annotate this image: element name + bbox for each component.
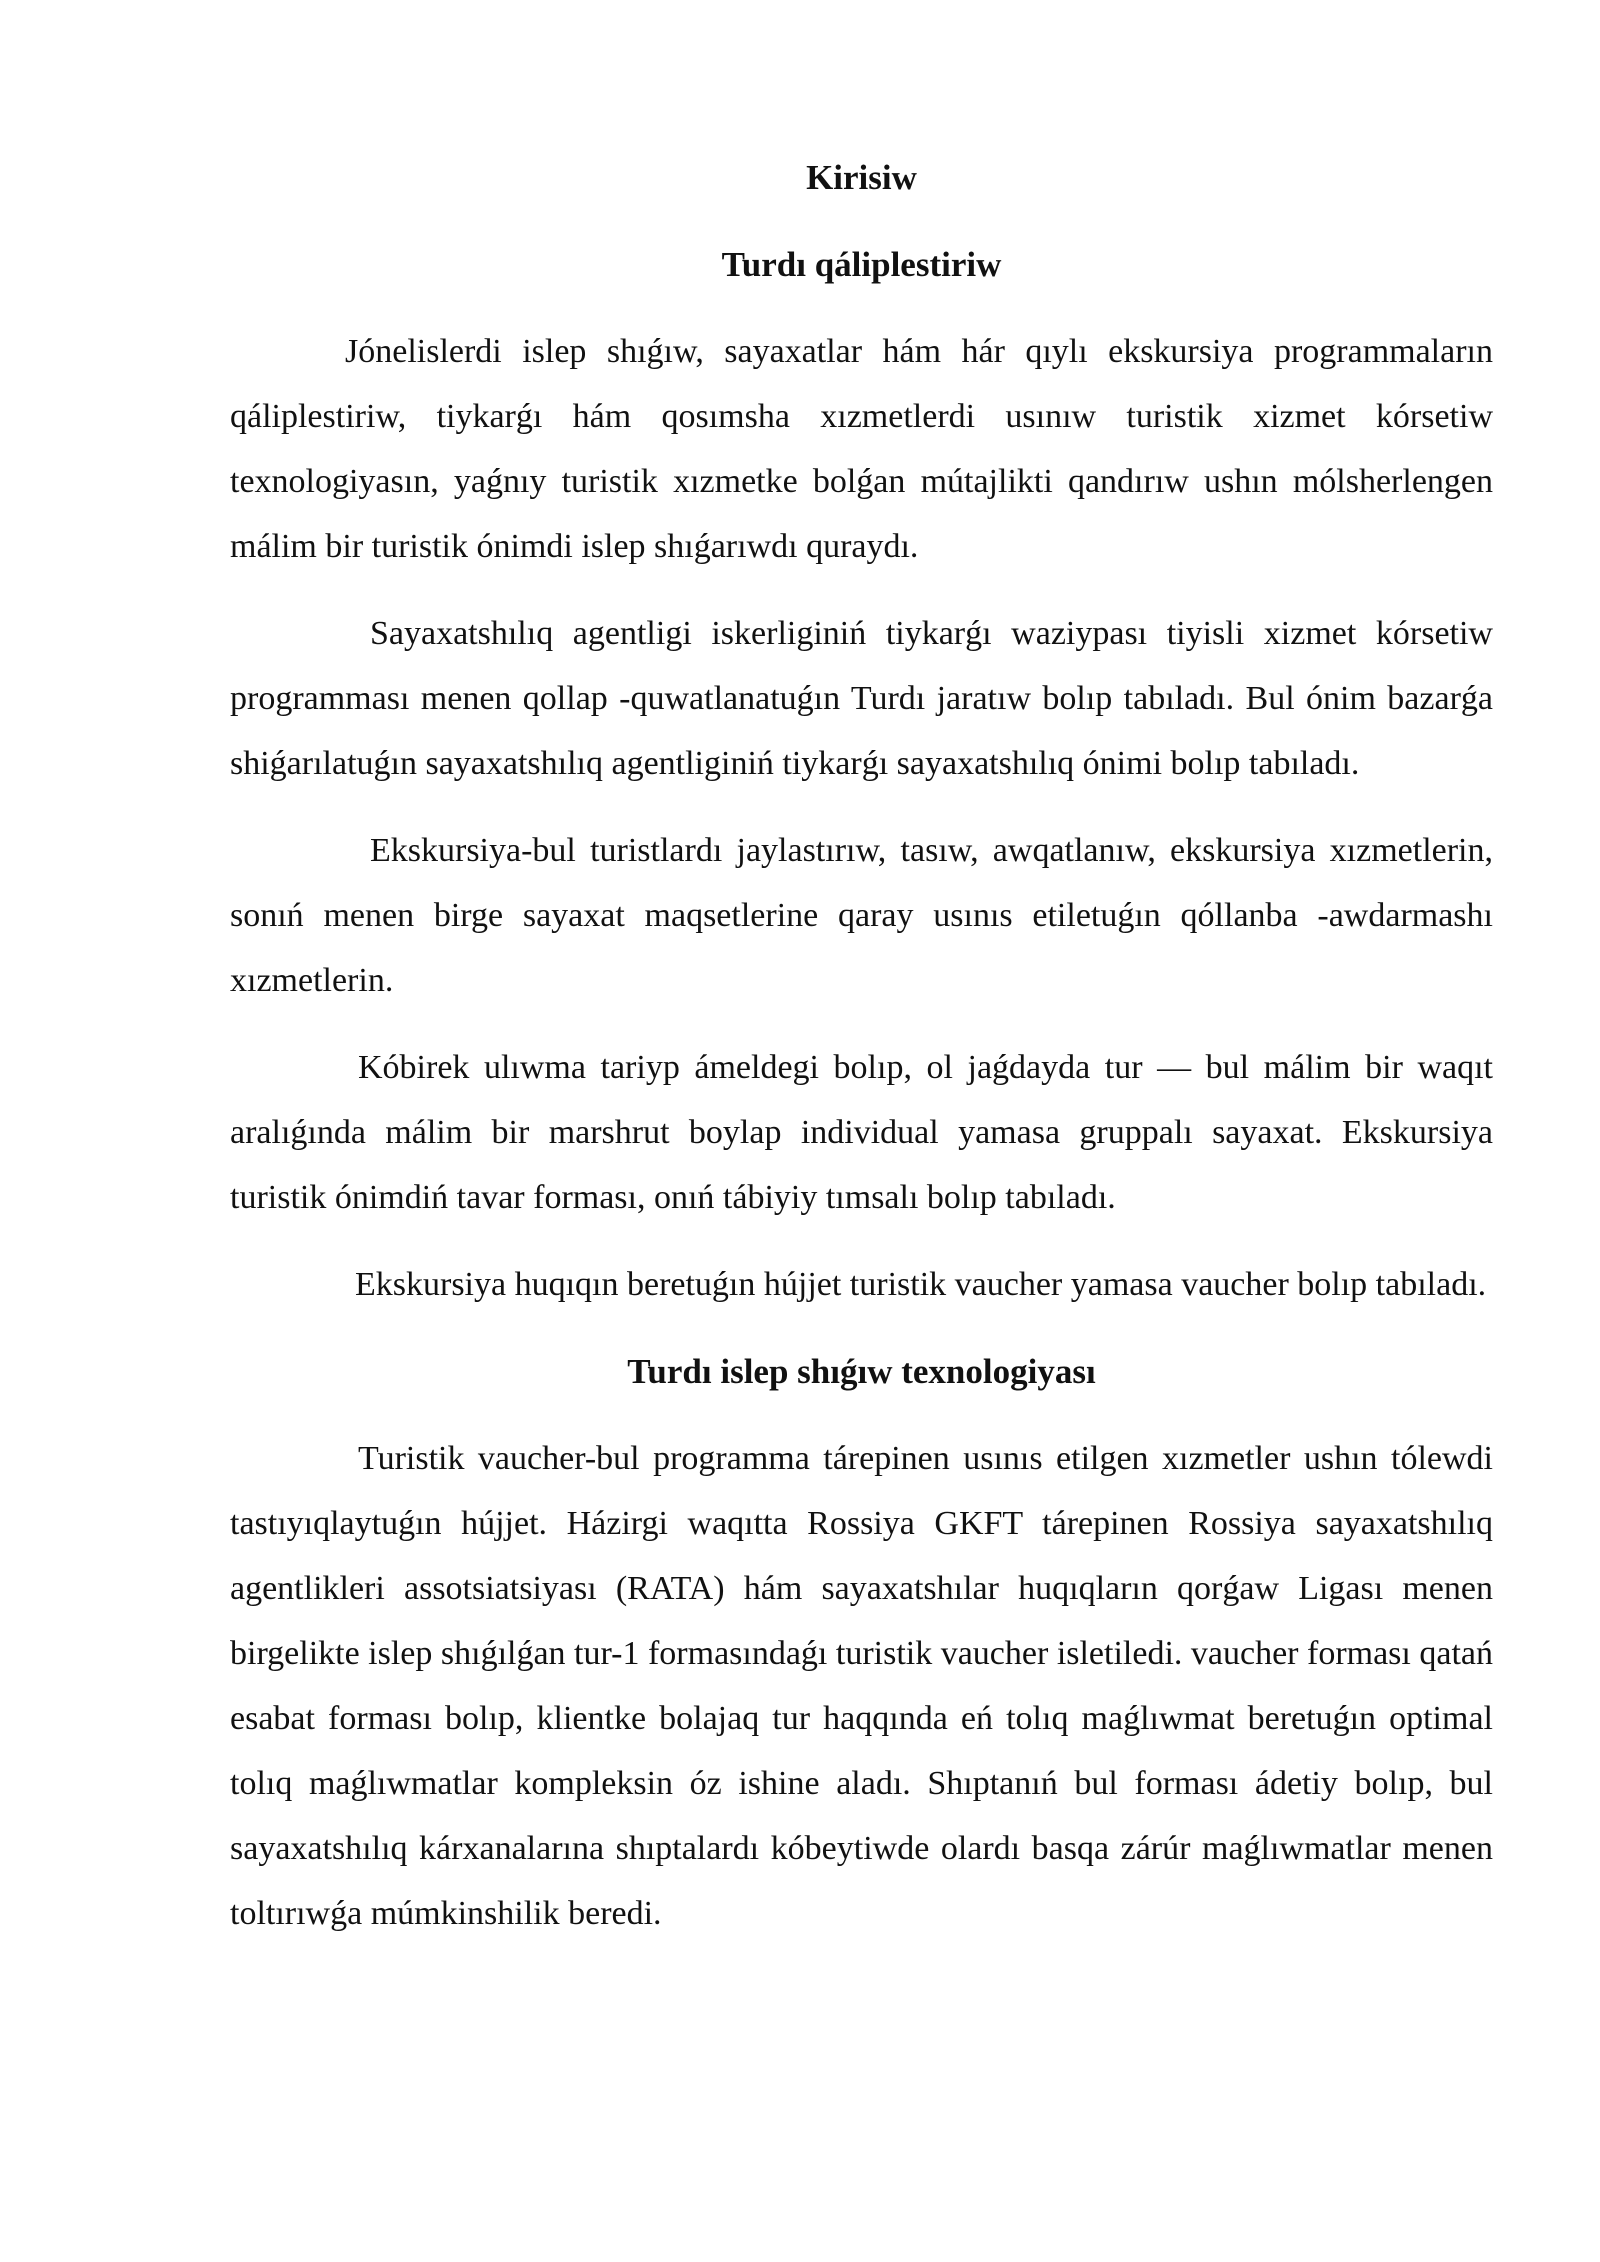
paragraph: Ekskursiya huqıqın beretuǵın hújjet turistik vaucher yamasa vaucher bolıp tabıladı. — [355, 1266, 1487, 1303]
paragraph: Kóbirek ulıwma tariyp ámeldegi bolıp, ol jaǵdayda tur — bul málim bir waqıt aralıǵında málim bir marshrut boylap individual yamasa gruppalı sayaxat. Ekskursiya turistik ónimdiń tavar forması, onıń tábiyiy tımsalı bolıp tabıladı. — [230, 1049, 1493, 1216]
document-title: Kirisiw — [806, 158, 917, 197]
paragraph: Ekskursiya-bul turistlardı jaylastırıw, tasıw, awqatlanıw, ekskursiya xızmetlerin, sonıń menen birge sayaxat maqsetlerine qaray usınıs etiletuǵın qóllanba -awdarmashı xızmetlerin. — [230, 832, 1493, 999]
paragraph: Sayaxatshılıq agentligi iskerliginiń tiykarǵı waziypası tiyisli xizmet kórsetiw programması menen qollap -quwatlanatuǵın Turdı jaratıw bolıp tabıladı. Bul ónim bazarǵa shiǵarılatuǵın sayaxatshılıq agentliginiń tiykarǵı sayaxatshılıq ónimi bolıp tabıladı. — [230, 615, 1493, 782]
document-body — [230, 145, 1493, 1968]
section-heading-texnologiyasi: Turdı islep shıǵıw texnologiyası — [627, 1352, 1096, 1391]
paragraph: Jónelislerdi islep shıǵıw, sayaxatlar hám hár qıylı ekskursiya programmaların qáliplestiriw, tiykarǵı hám qosımsha xızmetlerdi usınıw turistik xizmet kórsetiw texnologiyasın, yaǵnıy turistik xızmetke bolǵan mútajlikti qandırıw ushın mólsherlengen málim bir turistik ónimdi islep shıǵarıwdı quraydı. — [230, 333, 1493, 565]
section-heading-turdi-qaliplestiriw: Turdı qáliplestiriw — [721, 245, 1002, 284]
paragraph: Turistik vaucher-bul programma tárepinen usınıs etilgen xızmetler ushın tólewdi tastıyıqlaytuǵın hújjet. Házirgi waqıtta Rossiya GKFT tárepinen Rossiya sayaxatshılıq agentlikleri assotsiatsiyası (RATA) hám sayaxatshılar huqıqların qorǵaw Ligası menen birgelikte islep shıǵılǵan tur-1 formasındaǵı turistik vaucher isletiledi. vaucher forması qatań esabat forması bolıp, klientke bolajaq tur haqqında eń tolıq maǵlıwmat beretuǵın optimal tolıq maǵlıwmatlar kompleksin óz ishine aladı. Shıptanıń bul forması ádetiy bolıp, bul sayaxatshılıq kárxanalarına shıptalardı kóbeytiwde olardı basqa zárúr maǵlıwmatlar menen toltırıwǵa múmkinshilik beredi. — [230, 1440, 1493, 1932]
